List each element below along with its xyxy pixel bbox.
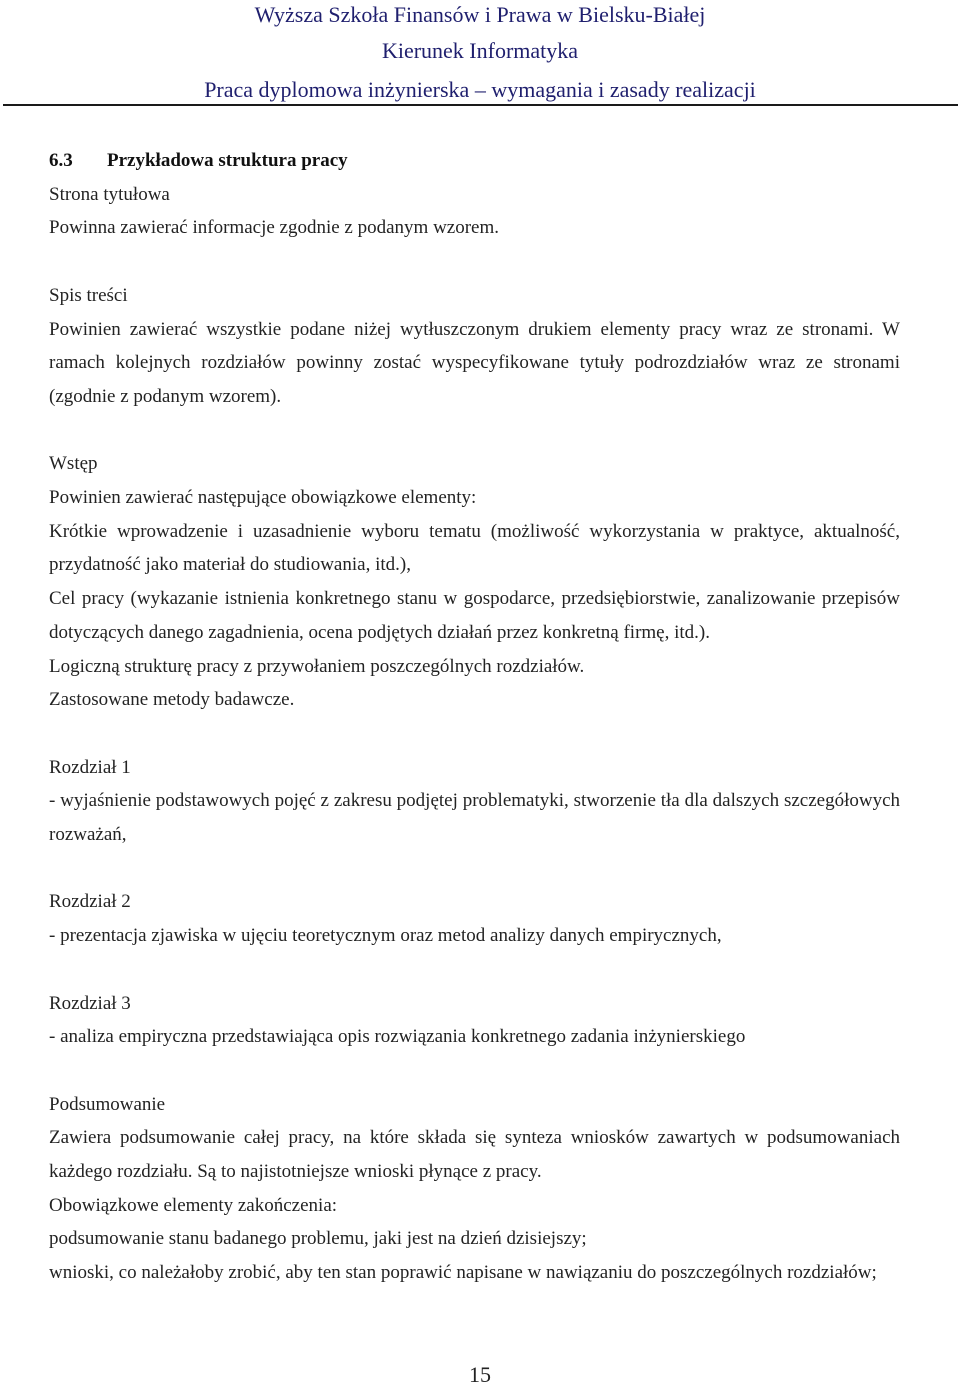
header-institution: Wyższa Szkoła Finansów i Prawa w Bielsku-Białej xyxy=(254,2,706,27)
intro-heading: Wstęp xyxy=(49,453,98,475)
chapter-1-text: - wyjaśnienie podstawowych pojęć z zakresu podjętej problematyki, stworzenie tła dla dalszych szczegółowych rozważań, xyxy=(49,790,900,846)
summary-text: Zawiera podsumowanie całej pracy, na które składa się synteza wniosków zawartych w podsumowaniach każdego rozdziału. Są to najistotniejsze wnioski płynące z pracy. xyxy=(49,1127,900,1182)
summary-item-1: podsumowanie stanu badanego problemu, jaki jest na dzień dzisiejszy; xyxy=(49,1228,587,1250)
section-heading xyxy=(49,144,900,178)
title-page-heading: Strona tytułowa xyxy=(49,183,170,205)
page-content xyxy=(49,144,900,1290)
chapter-2-heading: Rozdział 2 xyxy=(49,891,131,913)
header-divider xyxy=(3,104,958,106)
chapter-3-heading: Rozdział 3 xyxy=(49,992,131,1014)
section-title: Przykładowa struktura pracy xyxy=(107,150,348,171)
spacer xyxy=(49,953,900,987)
summary-item-2: wnioski, co należałoby zrobić, aby ten stan poprawić napisane w nawiązaniu do poszczególnych rozdziałów; xyxy=(49,1262,877,1284)
intro-item-2: Cel pracy (wykazanie istnienia konkretnego stanu w gospodarce, przedsiębiorstwie, zanalizowanie przepisów dotyczących danego zagadnienia, ocena podjętych działań przez konkretną firmę, itd.). xyxy=(49,588,900,643)
summary-mandatory-lead: Obowiązkowe elementy zakończenia: xyxy=(49,1194,338,1216)
spacer xyxy=(49,717,900,751)
intro-lead: Powinien zawierać następujące obowiązkowe elementy: xyxy=(49,487,477,508)
toc-text: Powinien zawierać wszystkie podane niżej wytłuszczonym drukiem elementy pracy wraz ze stronami. W ramach kolejnych rozdziałów powinny zostać wyspecyfikowane tytuły podrozdziałów wraz ze stronami (zgodnie z podanym wzorem). xyxy=(49,318,900,407)
spacer xyxy=(49,1054,900,1088)
chapter-1-heading: Rozdział 1 xyxy=(49,756,131,778)
intro-item-1: Krótkie wprowadzenie i uzasadnienie wyboru tematu (możliwość wykorzystania w praktyce, aktualność, przydatność jako materiał do studiowania, itd.), xyxy=(49,520,900,576)
title-page-text: Powinna zawierać informacje zgodnie z podanym wzorem. xyxy=(49,217,500,239)
spacer xyxy=(49,245,900,279)
spacer xyxy=(49,414,900,448)
intro-item-4: Zastosowane metody badawcze. xyxy=(49,689,295,711)
chapter-3-text: - analiza empiryczna przedstawiająca opis rozwiązania konkretnego zadania inżynierskiego xyxy=(49,1026,746,1048)
page-number: 15 xyxy=(469,1362,491,1387)
intro-item-3: Logiczną strukturę pracy z przywołaniem poszczególnych rozdziałów. xyxy=(49,655,585,677)
summary-heading: Podsumowanie xyxy=(49,1093,166,1115)
chapter-2-text: - prezentacja zjawiska w ujęciu teoretycznym oraz metod analizy danych empirycznych, xyxy=(49,925,722,947)
spacer xyxy=(49,852,900,886)
toc-heading: Spis treści xyxy=(49,284,128,306)
header-department: Kierunek Informatyka xyxy=(381,38,579,63)
page-header xyxy=(0,0,960,106)
section-number: 6.3 xyxy=(49,150,73,171)
header-document-title: Praca dyplomowa inżynierska – wymagania i zasady realizacji xyxy=(204,77,756,102)
